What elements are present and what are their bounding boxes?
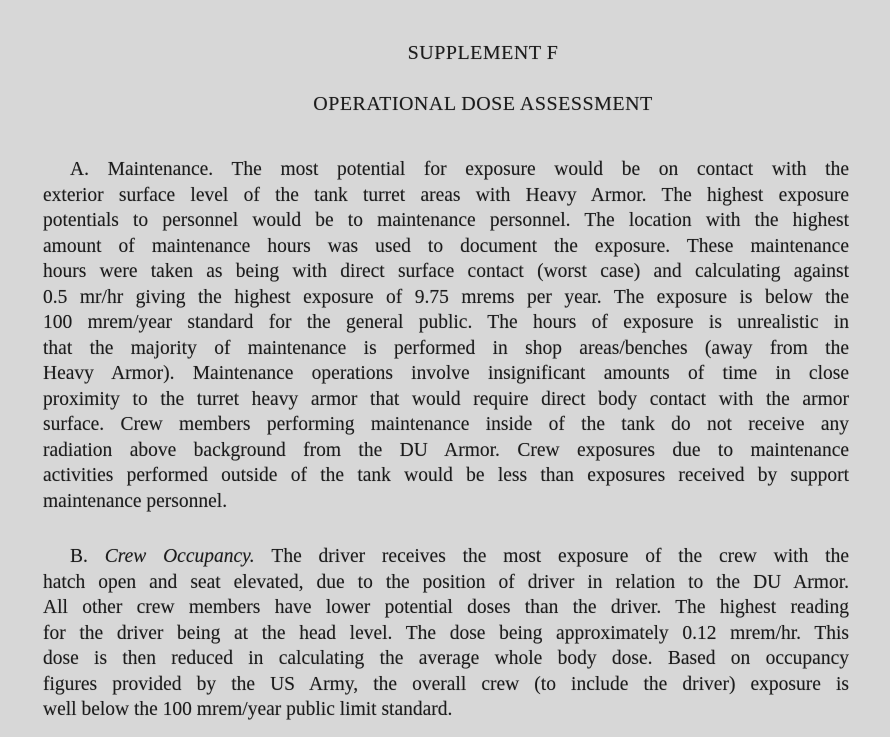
text-line: well below the 100 mrem/year public limit standard. xyxy=(43,699,453,720)
text-line: proximity to the turret heavy armor that would require direct body contact with the armor xyxy=(43,388,849,410)
text-line: 0.5 mr/hr giving the highest exposure of 9.75 mrems per year. The exposure is below the xyxy=(43,286,849,308)
text-line: hours were taken as being with direct surface contact (worst case) and calculating against xyxy=(43,261,849,282)
text-line: All other crew members have lower potential doses than the driver. The highest reading xyxy=(43,597,849,618)
text-line: 100 mrem/year standard for the general public. The hours of exposure is unrealistic in xyxy=(43,312,849,333)
text-line: Heavy Armor). Maintenance operations involve insignificant amounts of time in close xyxy=(43,363,849,384)
document-body xyxy=(43,157,849,723)
text-run: The most potential for exposure would be on contact with the xyxy=(231,159,849,180)
paragraph-maintenance xyxy=(43,157,849,514)
paragraph-crew-occupancy xyxy=(43,544,849,723)
text-line: surface. Crew members performing maintenance inside of the tank do not receive any xyxy=(43,414,849,435)
text-run: A. xyxy=(70,159,108,180)
document-subtitle: OPERATIONAL DOSE ASSESSMENT xyxy=(313,93,653,115)
text-line: dose is then reduced in calculating the average whole body dose. Based on occupancy xyxy=(43,648,849,669)
text-line: for the driver being at the head level. The dose being approximately 0.12 mrem/hr. This xyxy=(43,622,849,644)
text-line: hatch open and seat elevated, due to the position of driver in relation to the DU Armor. xyxy=(43,571,849,593)
text-line: activities performed outside of the tank would be less than exposures received by support xyxy=(43,465,849,486)
text-run: B. xyxy=(70,546,105,567)
document-header xyxy=(0,41,890,116)
text-line xyxy=(43,157,849,183)
text-line: maintenance personnel. xyxy=(43,490,228,512)
italic-heading-text: Crew Occupancy. xyxy=(104,546,272,567)
text-line: exterior surface level of the tank turret areas with Heavy Armor. The highest exposure xyxy=(43,184,849,206)
text-run: Maintenance. xyxy=(107,159,232,180)
text-line: radiation above background from the DU Armor. Crew exposures due to maintenance xyxy=(43,439,849,461)
text-line: that the majority of maintenance is performed in shop areas/benches (away from the xyxy=(43,337,849,359)
text-line xyxy=(43,544,849,570)
text-line: amount of maintenance hours was used to document the exposure. These maintenance xyxy=(43,235,849,257)
text-line: potentials to personnel would be to maintenance personnel. The location with the highest xyxy=(43,210,849,231)
text-line: figures provided by the US Army, the overall crew (to include the driver) exposure is xyxy=(43,673,849,695)
text-run: The driver receives the most exposure of the crew with the xyxy=(271,546,849,567)
document-title: SUPPLEMENT F xyxy=(407,42,559,64)
